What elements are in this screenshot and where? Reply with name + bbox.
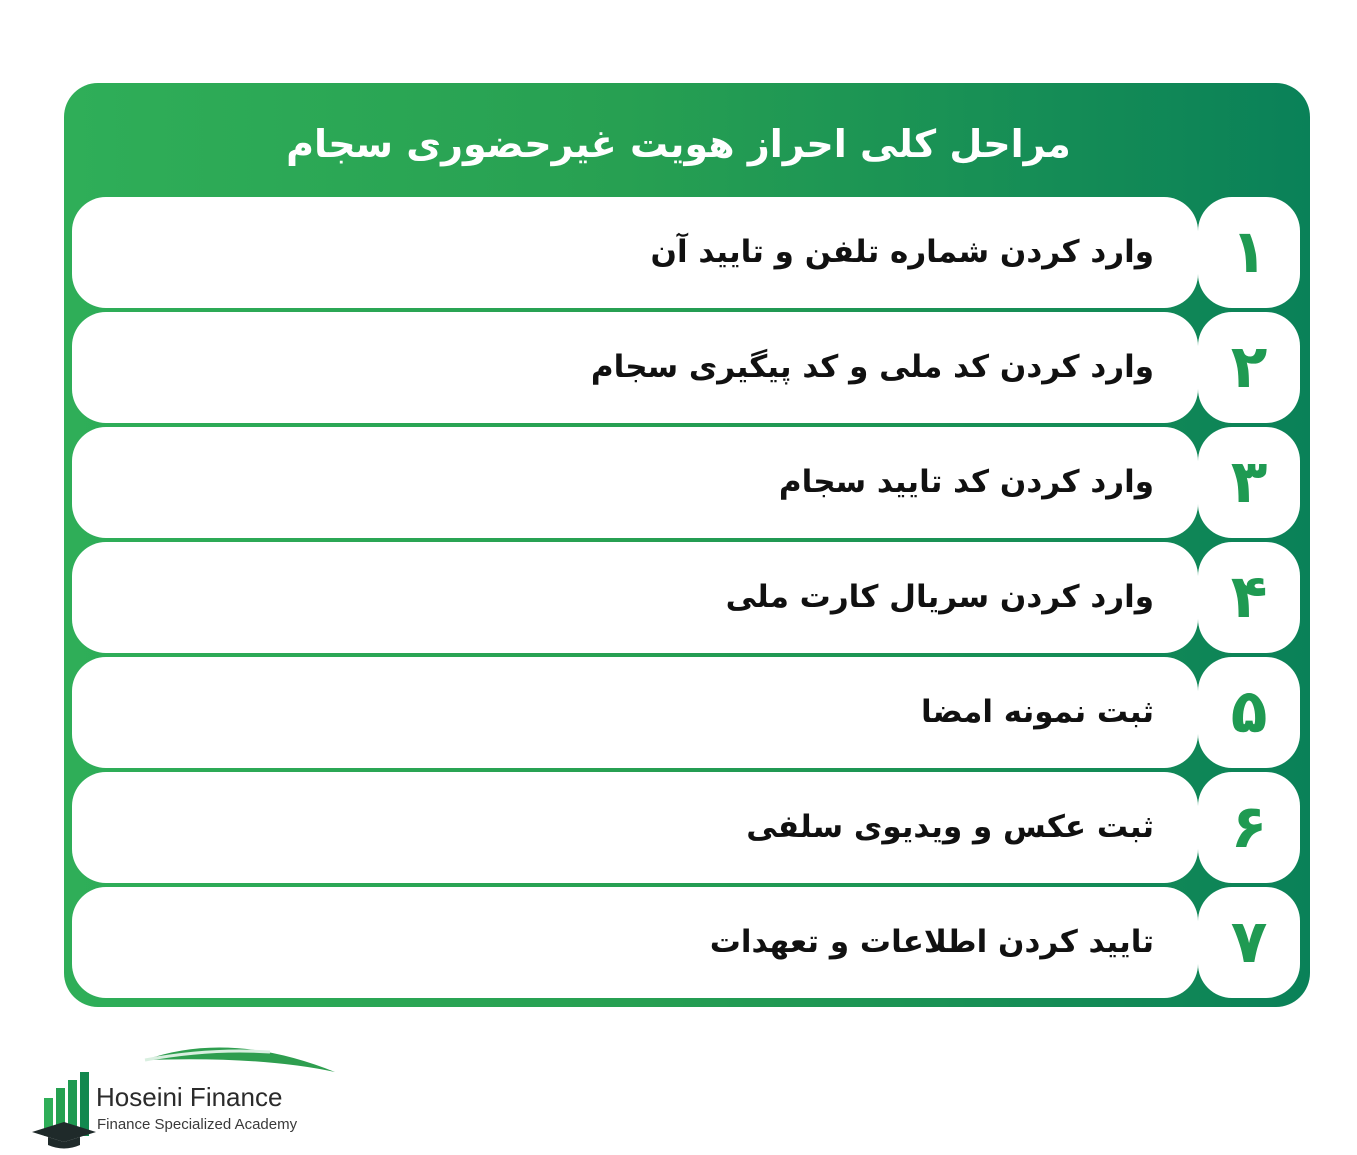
step-number-box — [1198, 542, 1300, 653]
step-row — [72, 197, 1300, 308]
page-title: مراحل کلی احراز هویت غیرحضوری سجام — [286, 122, 1071, 166]
step-label: وارد کردن کد ملی و کد پیگیری سجام — [590, 349, 1154, 385]
step-row — [72, 657, 1300, 768]
step-label: ثبت نمونه امضا — [921, 694, 1154, 730]
step-row — [72, 427, 1300, 538]
step-label: تایید کردن اطلاعات و تعهدات — [709, 924, 1154, 960]
step-number-box — [1198, 312, 1300, 423]
step-row — [72, 772, 1300, 883]
step-label: ثبت عکس و ویدیوی سلفی — [746, 809, 1154, 845]
step-label: وارد کردن سریال کارت ملی — [725, 579, 1154, 615]
step-text-box — [72, 772, 1198, 883]
step-number: ۷ — [1230, 907, 1268, 977]
step-number-box — [1198, 887, 1300, 998]
step-number: ۴ — [1230, 562, 1268, 632]
step-text-box — [72, 312, 1198, 423]
step-row — [72, 312, 1300, 423]
brand-name: Hoseini Finance — [96, 1082, 283, 1112]
step-text-box — [72, 542, 1198, 653]
step-number: ۵ — [1230, 677, 1268, 747]
step-row — [72, 542, 1300, 653]
step-number: ۶ — [1230, 792, 1268, 862]
step-label: وارد کردن کد تایید سجام — [778, 464, 1154, 500]
step-label: وارد کردن شماره تلفن و تایید آن — [650, 234, 1154, 270]
step-number-box — [1198, 772, 1300, 883]
step-text-box — [72, 887, 1198, 998]
step-number: ۱ — [1230, 217, 1268, 287]
step-number-box — [1198, 197, 1300, 308]
step-number: ۳ — [1230, 447, 1268, 517]
step-text-box — [72, 197, 1198, 308]
step-number: ۲ — [1230, 332, 1268, 402]
step-text-box — [72, 657, 1198, 768]
brand-tagline: Finance Specialized Academy — [97, 1116, 298, 1133]
step-row — [72, 887, 1300, 998]
step-number-box — [1198, 427, 1300, 538]
step-text-box — [72, 427, 1198, 538]
step-number-box — [1198, 657, 1300, 768]
